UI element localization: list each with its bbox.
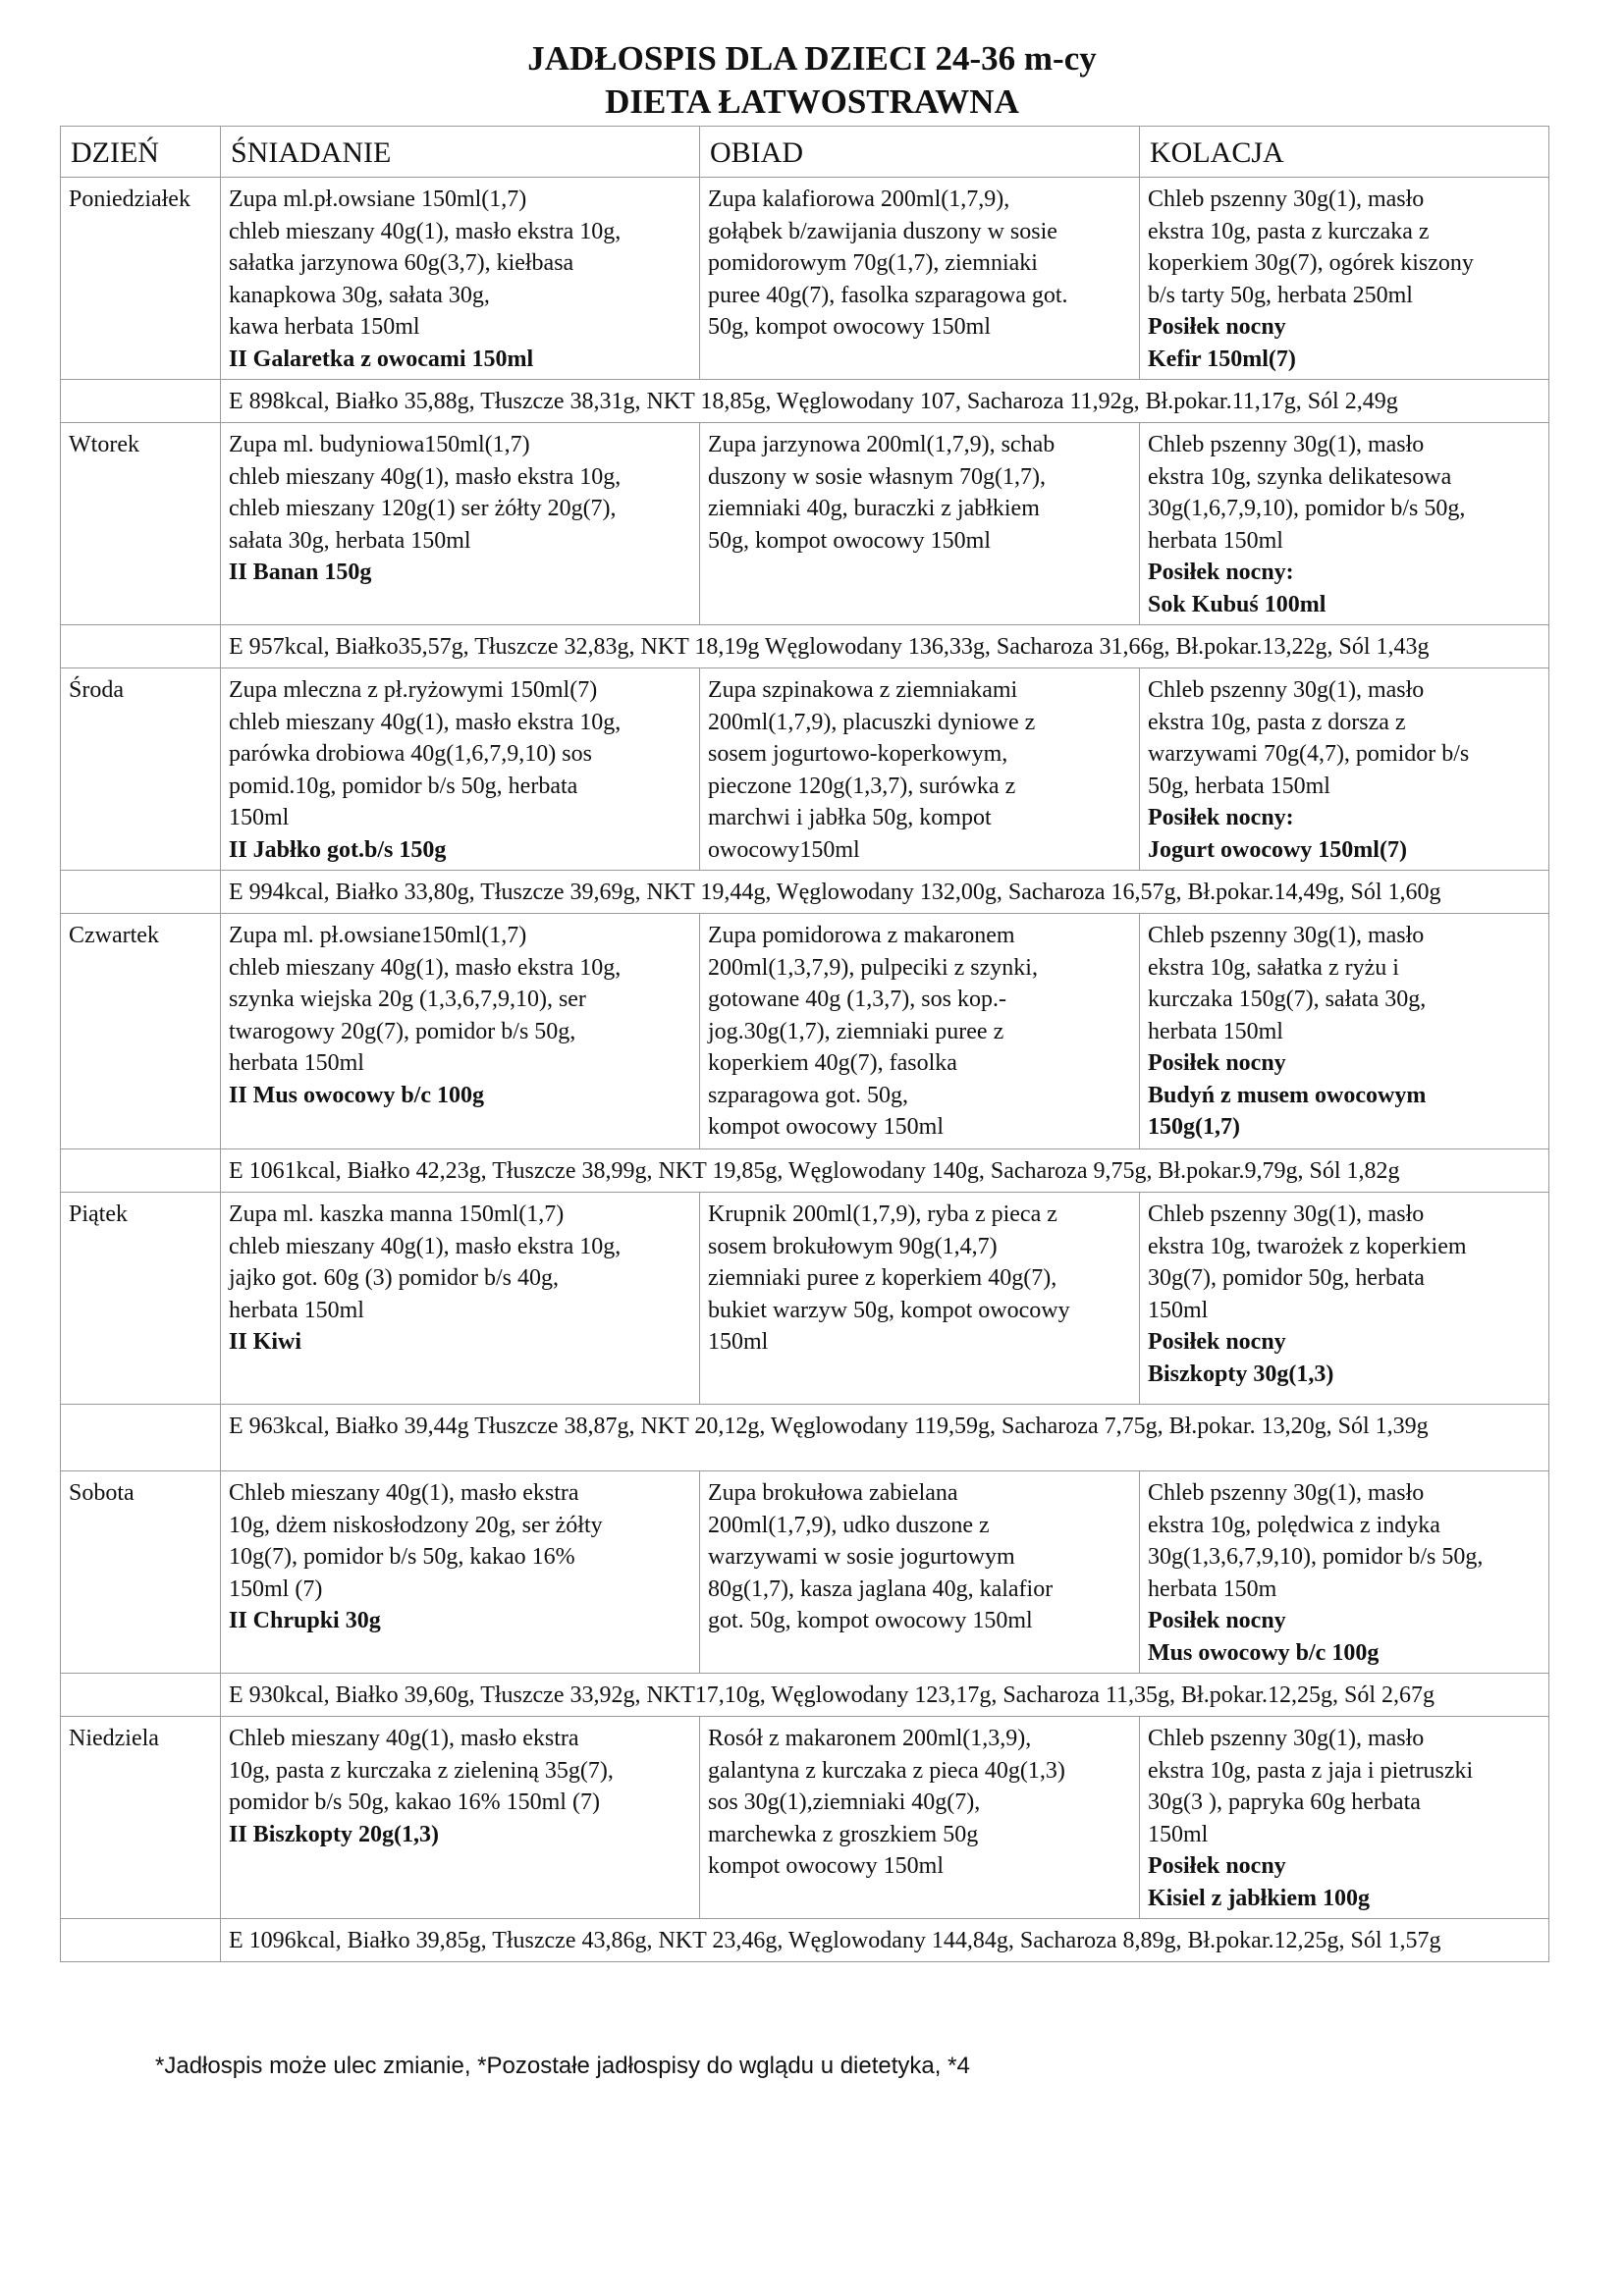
breakfast-line: II Biszkopty 20g(1,3) xyxy=(229,1821,440,1847)
lunch-line: got. 50g, kompot owocowy 150ml xyxy=(708,1608,1033,1633)
nutrition-summary: E 1096kcal, Białko 39,85g, Tłuszcze 43,86g, NKT 23,46g, Węglowodany 144,84g, Sacharoza 8,89g, Bł.pokar.12,25g, Sól 1,57g xyxy=(221,1919,1549,1962)
dinner-line: ekstra 10g, polędwica z indyka xyxy=(1148,1512,1440,1538)
breakfast-line: 150ml xyxy=(229,805,290,830)
breakfast-line: II Jabłko got.b/s 150g xyxy=(229,836,447,863)
breakfast-line: 10g, pasta z kurczaka z zieleniną 35g(7), xyxy=(229,1757,614,1784)
lunch-line: Zupa brokułowa zabielana xyxy=(708,1480,958,1506)
day-row xyxy=(61,668,1549,871)
lunch-cell xyxy=(700,423,1140,625)
dinner-line: Posiłek nocny: xyxy=(1148,805,1294,830)
breakfast-cell xyxy=(221,178,700,380)
dinner-line: Biszkopty 30g(1,3) xyxy=(1148,1361,1334,1387)
day-row xyxy=(61,178,1549,380)
lunch-cell xyxy=(700,1471,1140,1674)
dinner-line: Posiłek nocny xyxy=(1148,1050,1286,1076)
lunch-line: Zupa pomidorowa z makaronem xyxy=(708,923,1015,948)
lunch-line: 150ml xyxy=(708,1329,769,1355)
dinner-line: Budyń z musem owocowym xyxy=(1148,1082,1427,1108)
dinner-line: b/s tarty 50g, herbata 250ml xyxy=(1148,282,1413,308)
lunch-line: ziemniaki 40g, buraczki z jabłkiem xyxy=(708,496,1040,521)
dinner-cell xyxy=(1140,423,1549,625)
dinner-line: Chleb pszenny 30g(1), masło xyxy=(1148,1201,1425,1227)
lunch-cell xyxy=(700,914,1140,1149)
lunch-line: 200ml(1,7,9), placuszki dyniowe z xyxy=(708,709,1036,735)
nutrition-row xyxy=(61,380,1549,423)
dinner-line: 150g(1,7) xyxy=(1148,1114,1240,1140)
lunch-line: Rosół z makaronem 200ml(1,3,9), xyxy=(708,1726,1032,1751)
dinner-line: herbata 150m xyxy=(1148,1575,1277,1602)
day-name: Niedziela xyxy=(61,1717,221,1919)
lunch-line: Zupa szpinakowa z ziemniakami xyxy=(708,677,1018,703)
breakfast-line: szynka wiejska 20g (1,3,6,7,9,10), ser xyxy=(229,987,586,1012)
lunch-cell xyxy=(700,1193,1140,1405)
breakfast-line: chleb mieszany 40g(1), masło ekstra 10g, xyxy=(229,954,622,981)
dinner-cell xyxy=(1140,668,1549,871)
breakfast-line: II Chrupki 30g xyxy=(229,1608,381,1633)
lunch-line: 80g(1,7), kasza jaglana 40g, kalafior xyxy=(708,1575,1054,1602)
breakfast-cell xyxy=(221,1193,700,1405)
day-row xyxy=(61,1717,1549,1919)
lunch-line: marchewka z groszkiem 50g xyxy=(708,1821,979,1847)
lunch-line: warzywami w sosie jogurtowym xyxy=(708,1544,1015,1570)
nutrition-spacer xyxy=(61,1919,221,1962)
header-breakfast: ŚNIADANIE xyxy=(221,127,700,178)
lunch-line: 200ml(1,3,7,9), pulpeciki z szynki, xyxy=(708,954,1038,981)
breakfast-line: chleb mieszany 40g(1), masło ekstra 10g, xyxy=(229,218,622,244)
breakfast-line: Chleb mieszany 40g(1), masło ekstra xyxy=(229,1480,579,1506)
menu-body xyxy=(61,178,1549,1962)
dinner-line: 30g(7), pomidor 50g, herbata xyxy=(1148,1265,1425,1291)
nutrition-spacer xyxy=(61,380,221,423)
breakfast-line: kawa herbata 150ml xyxy=(229,314,420,340)
dinner-line: Mus owocowy b/c 100g xyxy=(1148,1639,1380,1666)
day-name: Poniedziałek xyxy=(61,178,221,380)
dinner-line: 50g, herbata 150ml xyxy=(1148,773,1330,799)
lunch-line: jog.30g(1,7), ziemniaki puree z xyxy=(708,1018,1004,1044)
dinner-line: Chleb pszenny 30g(1), masło xyxy=(1148,187,1425,212)
breakfast-line: herbata 150ml xyxy=(229,1050,364,1076)
lunch-line: bukiet warzyw 50g, kompot owocowy xyxy=(708,1297,1070,1323)
dinner-line: 30g(3 ), papryka 60g herbata xyxy=(1148,1789,1421,1815)
day-row xyxy=(61,914,1549,1149)
breakfast-line: 10g(7), pomidor b/s 50g, kakao 16% xyxy=(229,1544,575,1570)
lunch-line: sos 30g(1),ziemniaki 40g(7), xyxy=(708,1789,981,1815)
menu-table xyxy=(60,126,1549,1962)
day-name: Czwartek xyxy=(61,914,221,1149)
breakfast-line: 10g, dżem niskosłodzony 20g, ser żółty xyxy=(229,1512,603,1538)
nutrition-summary: E 963kcal, Białko 39,44g Tłuszcze 38,87g, NKT 20,12g, Węglowodany 119,59g, Sacharoza 7,75g, Bł.pokar. 13,20g, Sól 1,39g xyxy=(221,1405,1549,1471)
nutrition-row xyxy=(61,625,1549,668)
dinner-line: Kefir 150ml(7) xyxy=(1148,346,1296,372)
dinner-line: ekstra 10g, sałatka z ryżu i xyxy=(1148,954,1399,981)
breakfast-cell xyxy=(221,1471,700,1674)
lunch-line: gotowane 40g (1,3,7), sos kop.- xyxy=(708,987,1006,1012)
dinner-line: herbata 150ml xyxy=(1148,1018,1283,1044)
dinner-line: Sok Kubuś 100ml xyxy=(1148,591,1326,617)
dinner-line: koperkiem 30g(7), ogórek kiszony xyxy=(1148,250,1474,276)
breakfast-line: pomidor b/s 50g, kakao 16% 150ml (7) xyxy=(229,1789,600,1815)
dinner-line: 150ml xyxy=(1148,1821,1209,1847)
lunch-line: kompot owocowy 150ml xyxy=(708,1853,944,1879)
day-row xyxy=(61,1193,1549,1405)
breakfast-line: Zupa mleczna z pł.ryżowymi 150ml(7) xyxy=(229,677,598,703)
header-lunch: OBIAD xyxy=(700,127,1140,178)
dinner-line: Posiłek nocny: xyxy=(1148,560,1294,585)
dinner-line: Jogurt owocowy 150ml(7) xyxy=(1148,836,1407,863)
day-row xyxy=(61,1471,1549,1674)
nutrition-row xyxy=(61,1674,1549,1717)
dinner-line: Posiłek nocny xyxy=(1148,1853,1286,1879)
dinner-line: 30g(1,3,6,7,9,10), pomidor b/s 50g, xyxy=(1148,1544,1484,1570)
dinner-cell xyxy=(1140,1717,1549,1919)
dinner-line: 150ml xyxy=(1148,1297,1209,1323)
breakfast-line: sałata 30g, herbata 150ml xyxy=(229,527,471,554)
lunch-line: 200ml(1,7,9), udko duszone z xyxy=(708,1512,990,1538)
lunch-line: gołąbek b/zawijania duszony w sosie xyxy=(708,218,1057,244)
breakfast-line: parówka drobiowa 40g(1,6,7,9,10) sos xyxy=(229,741,592,767)
dinner-cell xyxy=(1140,914,1549,1149)
dinner-line: ekstra 10g, pasta z jaja i pietruszki xyxy=(1148,1757,1474,1784)
breakfast-line: chleb mieszany 40g(1), masło ekstra 10g, xyxy=(229,709,622,735)
dinner-line: herbata 150ml xyxy=(1148,527,1283,554)
breakfast-line: pomid.10g, pomidor b/s 50g, herbata xyxy=(229,773,578,799)
lunch-line: pomidorowym 70g(1,7), ziemniaki xyxy=(708,250,1038,276)
breakfast-line: Zupa ml. pł.owsiane150ml(1,7) xyxy=(229,923,527,948)
nutrition-spacer xyxy=(61,1149,221,1193)
nutrition-spacer xyxy=(61,871,221,914)
lunch-line: owocowy150ml xyxy=(708,836,860,863)
dinner-line: Chleb pszenny 30g(1), masło xyxy=(1148,923,1425,948)
lunch-line: pieczone 120g(1,3,7), surówka z xyxy=(708,773,1016,799)
dinner-line: Posiłek nocny xyxy=(1148,1329,1286,1355)
lunch-line: ziemniaki puree z koperkiem 40g(7), xyxy=(708,1265,1057,1291)
dinner-line: Kisiel z jabłkiem 100g xyxy=(1148,1885,1370,1911)
breakfast-cell xyxy=(221,668,700,871)
lunch-cell xyxy=(700,668,1140,871)
nutrition-row xyxy=(61,1405,1549,1471)
breakfast-line: II Banan 150g xyxy=(229,560,372,585)
dinner-line: Chleb pszenny 30g(1), masło xyxy=(1148,432,1425,457)
dinner-line: Chleb pszenny 30g(1), masło xyxy=(1148,1480,1425,1506)
dinner-line: ekstra 10g, twarożek z koperkiem xyxy=(1148,1233,1467,1259)
title-line-1: JADŁOSPIS DLA DZIECI 24-36 m-cy xyxy=(527,39,1097,78)
lunch-line: 50g, kompot owocowy 150ml xyxy=(708,527,991,554)
breakfast-line: II Galaretka z owocami 150ml xyxy=(229,346,534,372)
lunch-line: 50g, kompot owocowy 150ml xyxy=(708,314,991,340)
dinner-line: 30g(1,6,7,9,10), pomidor b/s 50g, xyxy=(1148,496,1466,521)
day-name: Środa xyxy=(61,668,221,871)
breakfast-line: 150ml (7) xyxy=(229,1575,323,1602)
nutrition-summary: E 898kcal, Białko 35,88g, Tłuszcze 38,31g, NKT 18,85g, Węglowodany 107, Sacharoza 11,92g, Bł.pokar.11,17g, Sól 2,49g xyxy=(221,380,1549,423)
dinner-line: Chleb pszenny 30g(1), masło xyxy=(1148,677,1425,703)
dinner-line: warzywami 70g(4,7), pomidor b/s xyxy=(1148,741,1470,767)
lunch-line: duszony w sosie własnym 70g(1,7), xyxy=(708,463,1046,490)
dinner-line: Posiłek nocny xyxy=(1148,1608,1286,1633)
nutrition-summary: E 930kcal, Białko 39,60g, Tłuszcze 33,92g, NKT17,10g, Węglowodany 123,17g, Sacharoza 11,35g, Bł.pokar.12,25g, Sól 2,67g xyxy=(221,1674,1549,1717)
dinner-line: kurczaka 150g(7), sałata 30g, xyxy=(1148,987,1427,1012)
breakfast-line: Zupa ml. kaszka manna 150ml(1,7) xyxy=(229,1201,565,1227)
lunch-line: sosem jogurtowo-koperkowym, xyxy=(708,741,1008,767)
lunch-line: sosem brokułowym 90g(1,4,7) xyxy=(708,1233,998,1259)
breakfast-line: jajko got. 60g (3) pomidor b/s 40g, xyxy=(229,1265,559,1291)
lunch-line: kompot owocowy 150ml xyxy=(708,1114,944,1140)
lunch-cell xyxy=(700,178,1140,380)
dinner-line: ekstra 10g, szynka delikatesowa xyxy=(1148,463,1452,490)
breakfast-line: Zupa ml.pł.owsiane 150ml(1,7) xyxy=(229,187,527,212)
day-name: Wtorek xyxy=(61,423,221,625)
header-day: DZIEŃ xyxy=(61,127,221,178)
breakfast-line: Zupa ml. budyniowa150ml(1,7) xyxy=(229,432,530,457)
lunch-line: galantyna z kurczaka z pieca 40g(1,3) xyxy=(708,1757,1065,1784)
dinner-line: ekstra 10g, pasta z kurczaka z xyxy=(1148,218,1430,244)
breakfast-line: chleb mieszany 120g(1) ser żółty 20g(7), xyxy=(229,496,617,521)
lunch-line: szparagowa got. 50g, xyxy=(708,1082,908,1108)
header-row xyxy=(61,127,1549,178)
header-dinner: KOLACJA xyxy=(1140,127,1549,178)
lunch-line: puree 40g(7), fasolka szparagowa got. xyxy=(708,282,1068,308)
nutrition-summary: E 957kcal, Białko35,57g, Tłuszcze 32,83g, NKT 18,19g Węglowodany 136,33g, Sacharoza 31,66g, Bł.pokar.13,22g, Sól 1,43g xyxy=(221,625,1549,668)
dinner-line: ekstra 10g, pasta z dorsza z xyxy=(1148,709,1406,735)
day-name: Sobota xyxy=(61,1471,221,1674)
dinner-line: Chleb pszenny 30g(1), masło xyxy=(1148,1726,1425,1751)
dinner-cell xyxy=(1140,1471,1549,1674)
nutrition-spacer xyxy=(61,1405,221,1471)
nutrition-summary: E 1061kcal, Białko 42,23g, Tłuszcze 38,99g, NKT 19,85g, Węglowodany 140g, Sacharoza 9,75g, Bł.pokar.9,79g, Sól 1,82g xyxy=(221,1149,1549,1193)
lunch-line: koperkiem 40g(7), fasolka xyxy=(708,1050,957,1076)
lunch-line: marchwi i jabłka 50g, kompot xyxy=(708,805,992,830)
breakfast-line: kanapkowa 30g, sałata 30g, xyxy=(229,282,490,308)
lunch-cell xyxy=(700,1717,1140,1919)
lunch-line: Zupa jarzynowa 200ml(1,7,9), schab xyxy=(708,432,1056,457)
breakfast-line: twarogowy 20g(7), pomidor b/s 50g, xyxy=(229,1018,576,1044)
nutrition-row xyxy=(61,1149,1549,1193)
breakfast-line: II Mus owocowy b/c 100g xyxy=(229,1082,485,1108)
breakfast-cell xyxy=(221,914,700,1149)
lunch-line: Zupa kalafiorowa 200ml(1,7,9), xyxy=(708,187,1010,212)
dinner-cell xyxy=(1140,178,1549,380)
breakfast-line: herbata 150ml xyxy=(229,1297,364,1323)
nutrition-spacer xyxy=(61,1674,221,1717)
dinner-line: Posiłek nocny xyxy=(1148,314,1286,340)
day-name: Piątek xyxy=(61,1193,221,1405)
lunch-line: Krupnik 200ml(1,7,9), ryba z pieca z xyxy=(708,1201,1057,1227)
breakfast-line: chleb mieszany 40g(1), masło ekstra 10g, xyxy=(229,1233,622,1259)
footer-note: *Jadłospis może ulec zmianie, *Pozostałe jadłospisy do wglądu u dietetyka, *4 xyxy=(155,2053,970,2079)
breakfast-line: chleb mieszany 40g(1), masło ekstra 10g, xyxy=(229,463,622,490)
dinner-cell xyxy=(1140,1193,1549,1405)
day-row xyxy=(61,423,1549,625)
breakfast-cell xyxy=(221,1717,700,1919)
nutrition-spacer xyxy=(61,625,221,668)
nutrition-row xyxy=(61,1919,1549,1962)
nutrition-row xyxy=(61,871,1549,914)
breakfast-line: Chleb mieszany 40g(1), masło ekstra xyxy=(229,1726,579,1751)
title-line-2: DIETA ŁATWOSTRAWNA xyxy=(605,82,1019,121)
breakfast-line: sałatka jarzynowa 60g(3,7), kiełbasa xyxy=(229,250,574,276)
breakfast-line: II Kiwi xyxy=(229,1329,302,1355)
breakfast-cell xyxy=(221,423,700,625)
nutrition-summary: E 994kcal, Białko 33,80g, Tłuszcze 39,69g, NKT 19,44g, Węglowodany 132,00g, Sacharoza 16,57g, Bł.pokar.14,49g, Sól 1,60g xyxy=(221,871,1549,914)
